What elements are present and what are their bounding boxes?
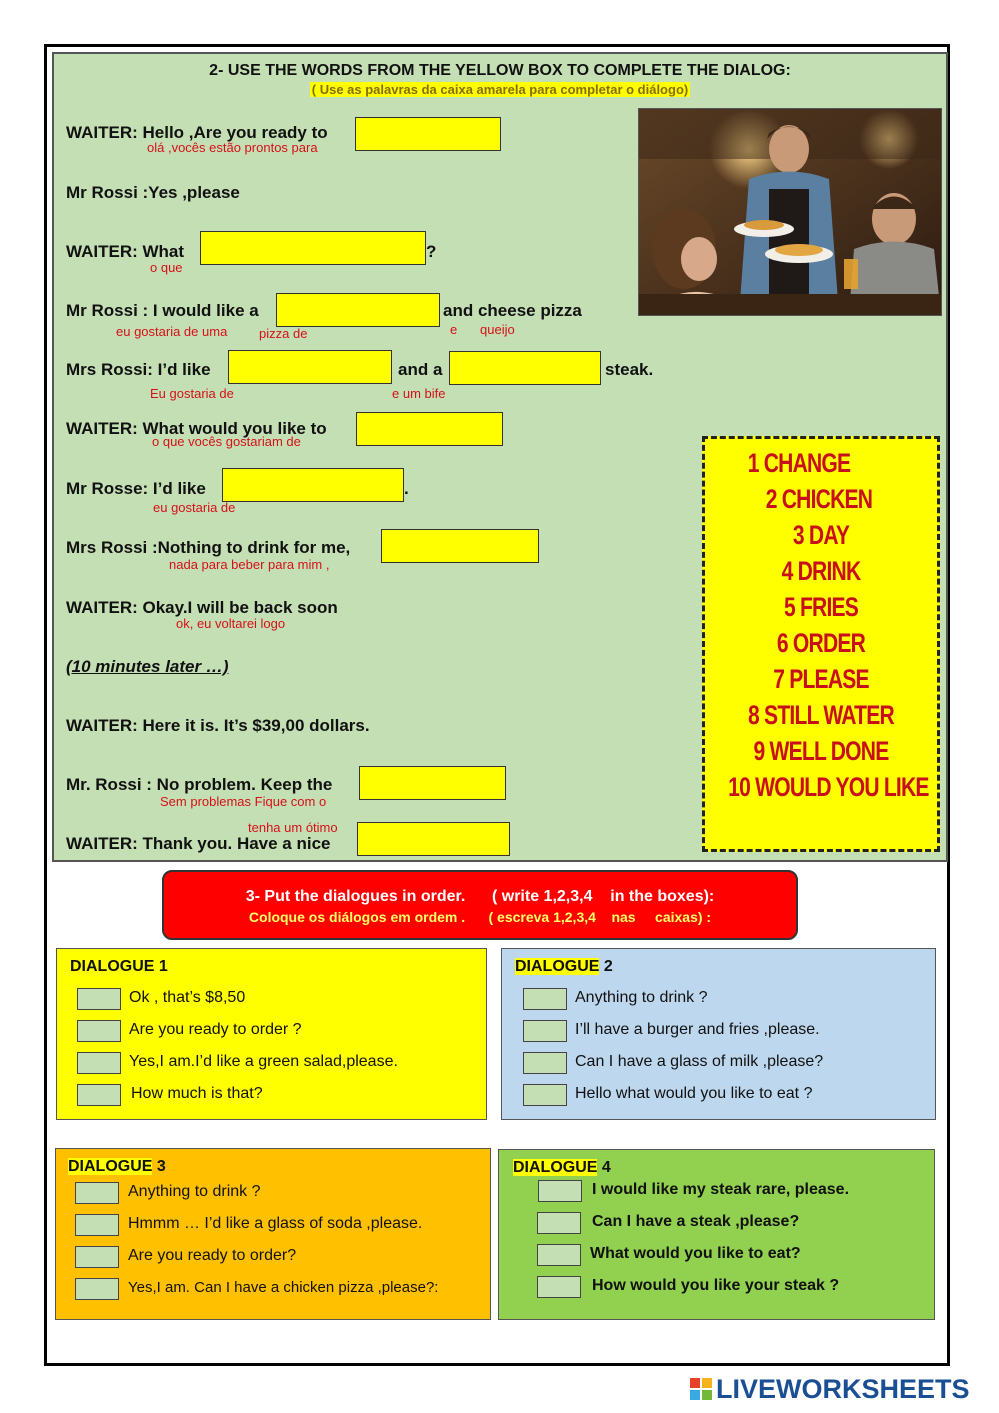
dialog-line-8: Mrs Rossi :Nothing to drink for me, [66, 538, 351, 557]
dialog-line-7: Mr Rosse: I’d like [66, 479, 206, 498]
dialogue-2-item-3: Can I have a glass of milk ,please? [575, 1053, 824, 1070]
dialog-line-3-after: ? [426, 242, 437, 261]
order-box-d3-3[interactable] [75, 1246, 119, 1268]
translation-1: olá ,vocês estão prontos para [147, 140, 318, 155]
word-8: 8 STILL WATER [748, 700, 894, 730]
dialogue-1-title [70, 958, 168, 976]
restaurant-photo [638, 108, 942, 316]
dialog-line-11: WAITER: Here it is. It’s $39,00 dollars. [66, 716, 370, 735]
answer-blank-2[interactable] [200, 231, 426, 265]
translation-5a: Eu gostaria de [150, 386, 234, 401]
order-box-d2-4[interactable] [523, 1084, 567, 1106]
translation-6: o que vocês gostariam de [152, 434, 301, 449]
translation-3: o que [150, 260, 183, 275]
dialogue-1-number: 1 [158, 958, 168, 975]
word-6: 6 ORDER [776, 628, 866, 658]
dialog-line-5-after: steak. [605, 360, 654, 379]
translation-4a: eu gostaria de uma [116, 324, 228, 339]
dialogue-2-item-2: I’ll have a burger and fries ,please. [575, 1021, 820, 1038]
dialogue-3-item-4: Yes,I am. Can I have a chicken pizza ,please?: [128, 1279, 439, 1296]
dialogue-4-number: 4 [601, 1159, 611, 1176]
order-box-d4-4[interactable] [537, 1276, 581, 1298]
dialog-line-10: (10 minutes later …) [66, 657, 229, 676]
dialogue-4-item-4: How would you like your steak ? [592, 1277, 840, 1294]
answer-blank-8[interactable] [381, 529, 539, 563]
dialog-line-5: Mrs Rossi: I’d like [66, 360, 211, 379]
dialogue-2-item-4: Hello what would you like to eat ? [575, 1085, 813, 1102]
word-9: 9 WELL DONE [753, 736, 889, 766]
translation-7: eu gostaria de [153, 500, 236, 515]
answer-blank-3[interactable] [276, 293, 440, 327]
order-box-d2-3[interactable] [523, 1052, 567, 1074]
word-7: 7 PLEASE [773, 664, 869, 694]
word-1: 1 CHANGE [747, 448, 851, 478]
dialogue-3-item-3: Are you ready to order? [128, 1247, 297, 1264]
liveworksheets-logo[interactable] [690, 1372, 990, 1406]
dialogue-1-item-1: Ok , that’s $8,50 [129, 989, 246, 1006]
dialog-line-5-mid: and a [398, 360, 443, 379]
subtitle-highlight: ( Use as palavras da caixa amarela para completar o diálogo) [311, 82, 689, 97]
translation-8: nada para beber para mim , [169, 557, 330, 572]
exercise-2-title: 2- USE THE WORDS FROM THE YELLOW BOX TO COMPLETE THE DIALOG: [209, 62, 791, 79]
answer-blank-5[interactable] [449, 351, 601, 385]
dialog-line-2: Mr Rossi :Yes ,please [66, 183, 240, 202]
translation-4d: queijo [480, 322, 515, 337]
dialog-line-13: WAITER: Thank you. Have a nice [66, 834, 331, 853]
dialog-line-12: Mr. Rossi : No problem. Keep the [66, 775, 333, 794]
exercise-2-subtitle [52, 82, 948, 97]
dialogue-3-label: DIALOGUE [68, 1158, 153, 1175]
dialogue-1-item-2: Are you ready to order ? [129, 1021, 302, 1038]
dialogue-3-title [68, 1158, 166, 1176]
order-box-d3-2[interactable] [75, 1214, 119, 1236]
translation-13: tenha um ótimo [248, 820, 338, 835]
dialog-line-4: Mr Rossi : I would like a [66, 301, 259, 320]
dialog-line-3: WAITER: What [66, 242, 185, 261]
dialog-line-4-after: and cheese pizza [443, 301, 582, 320]
order-box-d2-1[interactable] [523, 988, 567, 1010]
exercise-3-header [162, 870, 798, 940]
dialog-line-1: WAITER: Hello ,Are you ready to [66, 123, 328, 142]
exercise-3-title: 3- Put the dialogues in order. ( write 1,2,3,4 in the boxes): [245, 888, 715, 905]
word-2: 2 CHICKEN [765, 484, 873, 514]
dialogue-4-item-1: I would like my steak rare, please. [592, 1181, 850, 1198]
dialogue-4-item-3: What would you like to eat? [590, 1245, 801, 1262]
dialogue-2-item-1: Anything to drink ? [575, 989, 708, 1006]
order-box-d1-3[interactable] [77, 1052, 121, 1074]
dialogue-1-label: DIALOGUE [70, 958, 155, 975]
dialogue-4-title [513, 1159, 611, 1177]
answer-blank-6[interactable] [356, 412, 503, 446]
dialogue-4-item-2: Can I have a steak ,please? [592, 1213, 800, 1230]
dialog-line-6: WAITER: What would you like to [66, 419, 327, 438]
order-box-d3-1[interactable] [75, 1182, 119, 1204]
word-3: 3 DAY [792, 520, 850, 550]
order-box-d1-1[interactable] [77, 988, 121, 1010]
dialogue-4-label: DIALOGUE [513, 1159, 598, 1176]
word-4: 4 DRINK [781, 556, 861, 586]
dialogue-2-title [515, 958, 613, 976]
logo-icon [690, 1378, 712, 1402]
dialogue-3-number: 3 [156, 1158, 166, 1175]
translation-9: ok, eu voltarei logo [176, 616, 286, 631]
translation-4c: e [450, 322, 458, 337]
dialogue-2-label: DIALOGUE [515, 958, 600, 975]
order-box-d4-2[interactable] [537, 1212, 581, 1234]
answer-blank-1[interactable] [355, 117, 501, 151]
dialogue-3-item-2: Hmmm … I’d like a glass of soda ,please. [128, 1215, 423, 1232]
translation-5b: e um bife [392, 386, 446, 401]
dialogue-1-item-3: Yes,I am.I’d like a green salad,please. [129, 1053, 398, 1070]
dialogue-1-item-4: How much is that? [131, 1085, 263, 1102]
dialogue-3-item-1: Anything to drink ? [128, 1183, 261, 1200]
order-box-d1-2[interactable] [77, 1020, 121, 1042]
exercise-3-subtitle: Coloque os diálogos em ordem . ( escreva 1,2,3,4 nas caixas) : [248, 909, 712, 925]
dialog-line-7-after: . [404, 479, 409, 498]
order-box-d2-2[interactable] [523, 1020, 567, 1042]
answer-blank-9[interactable] [359, 766, 506, 800]
answer-blank-4[interactable] [228, 350, 392, 384]
word-5: 5 FRIES [783, 592, 859, 622]
translation-4b: pizza de [259, 326, 308, 341]
order-box-d4-3[interactable] [537, 1244, 581, 1266]
dialogue-2-number: 2 [603, 958, 613, 975]
translation-12: Sem problemas Fique com o [160, 794, 327, 809]
logo-text: LIVEWORKSHEETS [716, 1374, 970, 1404]
order-box-d3-4[interactable] [75, 1278, 119, 1300]
answer-blank-7[interactable] [222, 468, 404, 502]
order-box-d4-1[interactable] [538, 1180, 582, 1202]
order-box-d1-4[interactable] [77, 1084, 121, 1106]
word-10: 10 WOULD YOU LIKE [728, 772, 929, 802]
dialog-line-9: WAITER: Okay.I will be back soon [66, 598, 338, 617]
answer-blank-10[interactable] [357, 822, 510, 856]
